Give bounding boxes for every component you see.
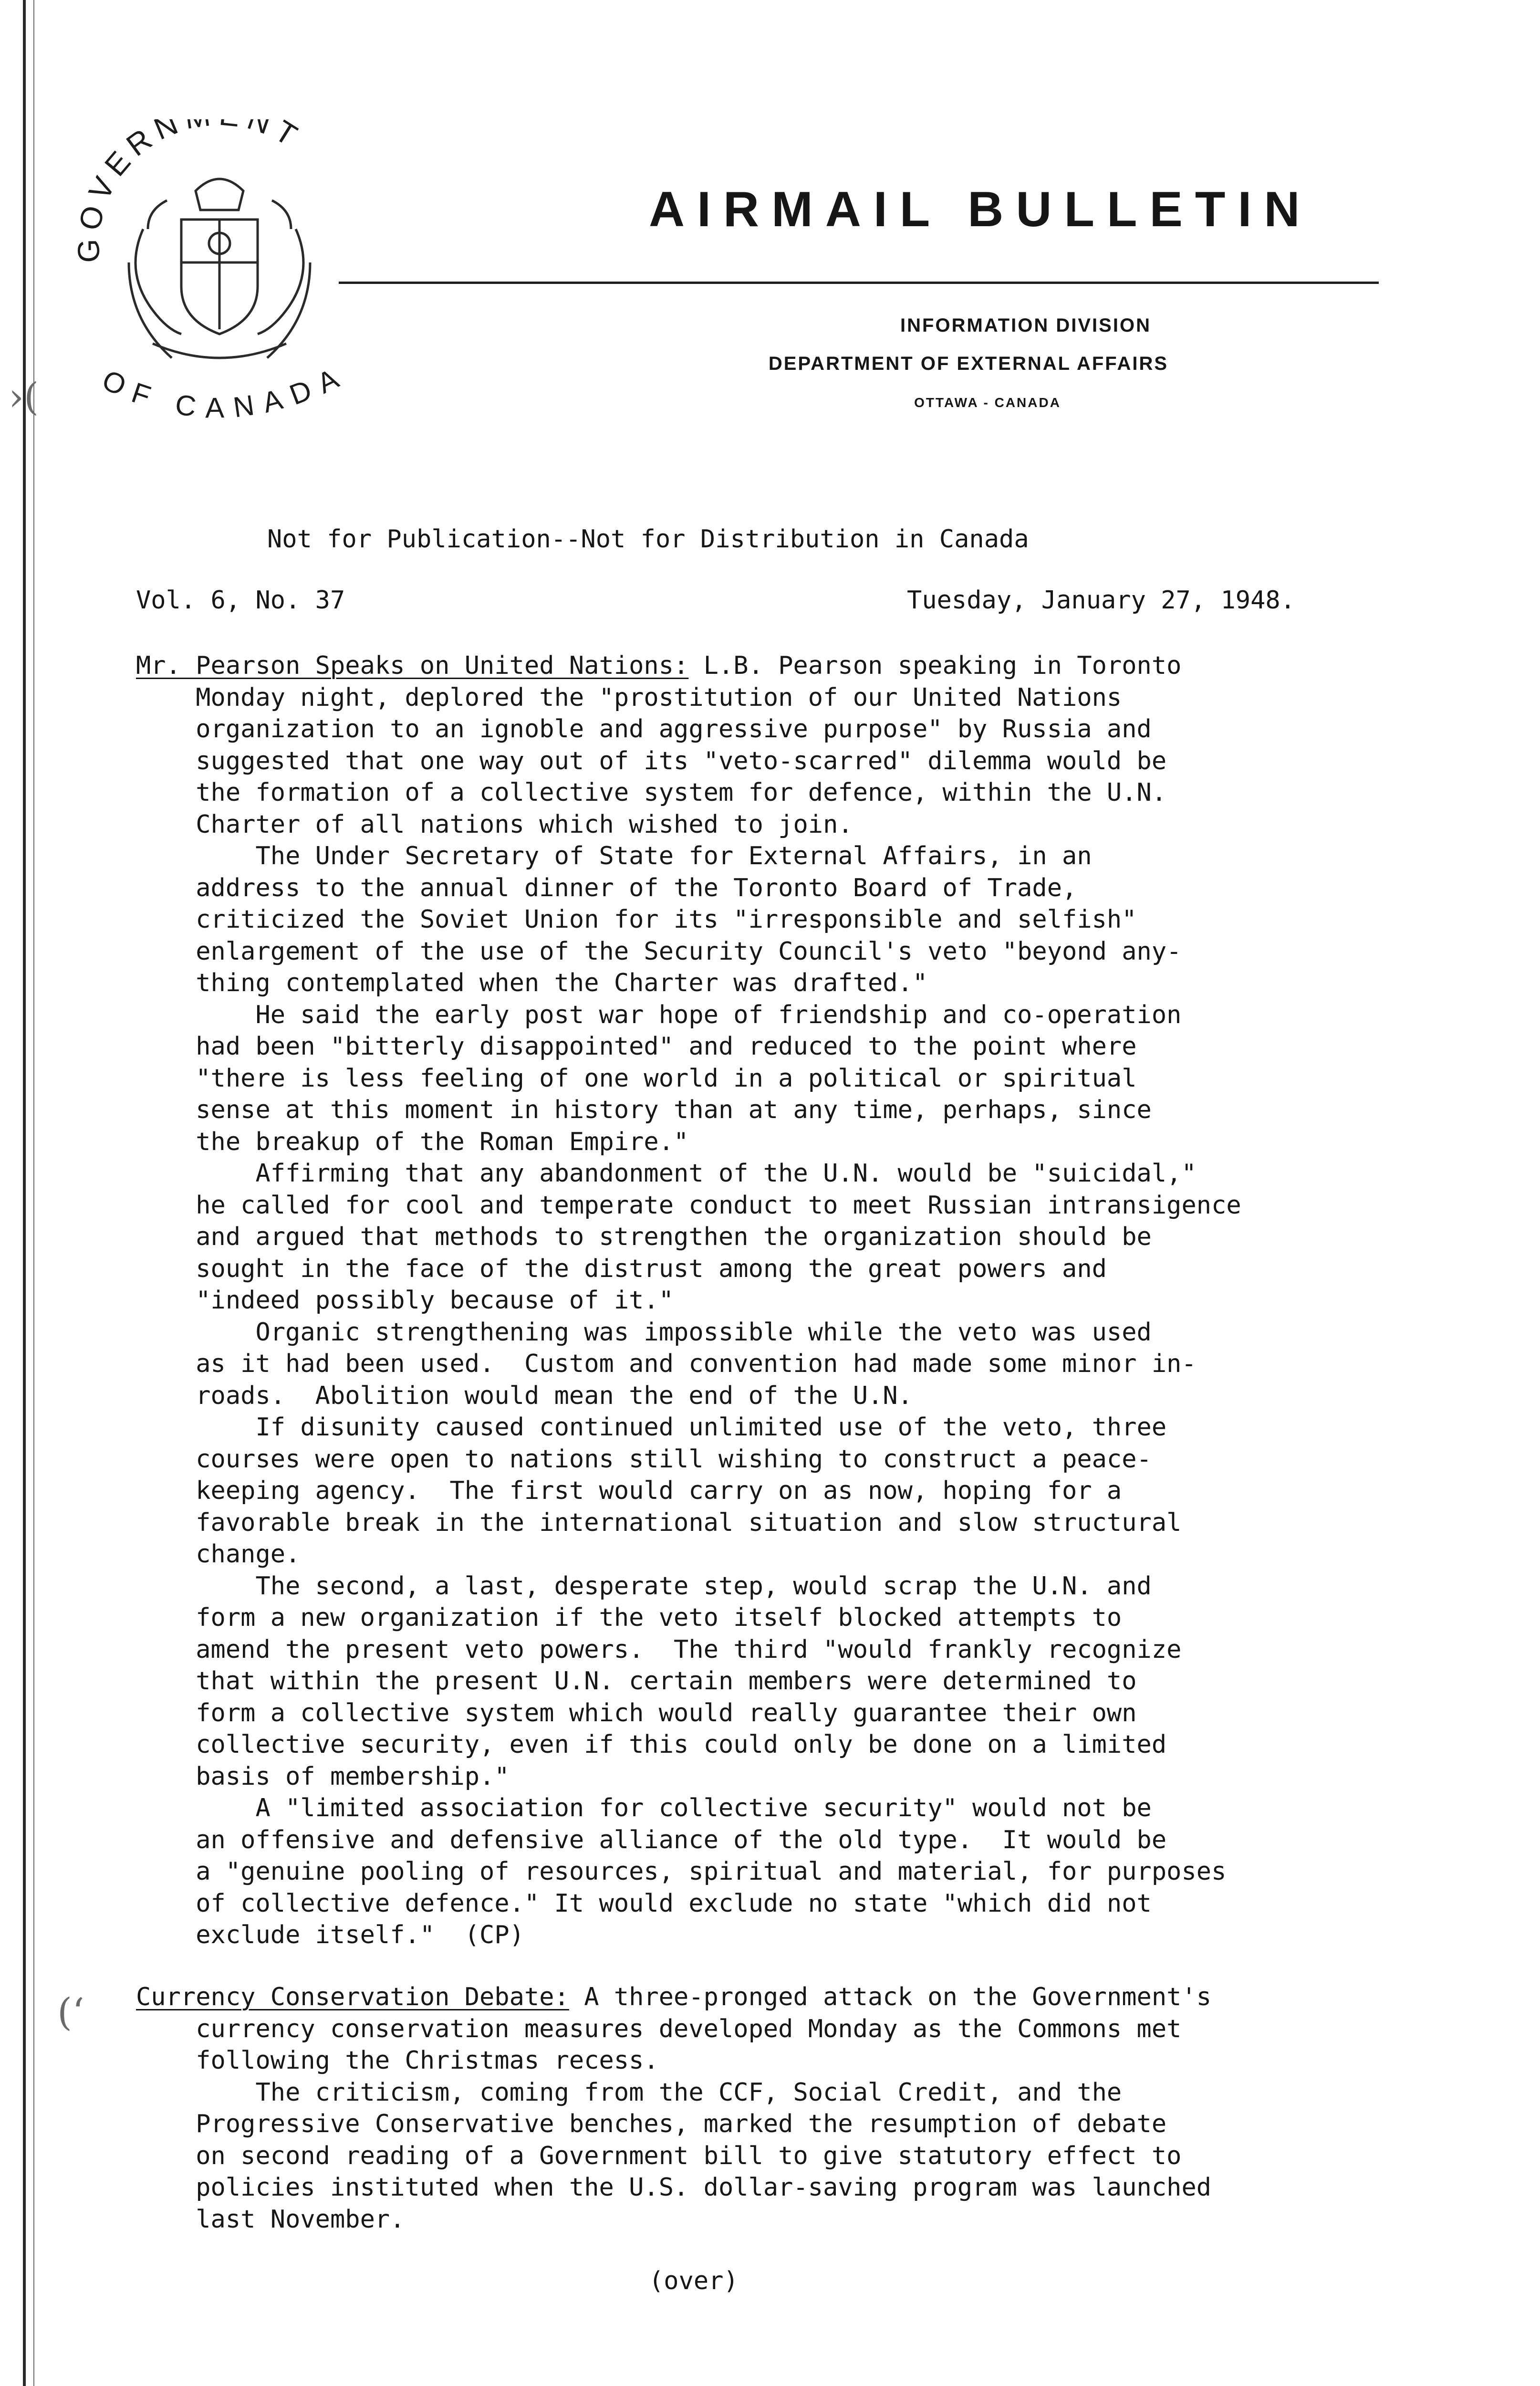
article-line: sought in the face of the distrust among the great powers and: [136, 1254, 1107, 1283]
division-name: INFORMATION DIVISION: [900, 315, 1151, 336]
article-line: roads. Abolition would mean the end of the U.N.: [136, 1381, 913, 1410]
seal-text-bottom: OF CANADA: [97, 357, 353, 424]
article-line: form a collective system which would really guarantee their own: [136, 1698, 1137, 1727]
article-line: suggested that one way out of its "veto-scarred" dilemma would be: [136, 746, 1167, 775]
article-line: currency conservation measures developed Monday as the Commons met: [136, 2014, 1182, 2043]
article-line: Charter of all nations which wished to join.: [136, 810, 853, 839]
svg-text:GOVERNMENT: [72, 119, 309, 263]
article-line: on second reading of a Government bill to give statutory effect to: [136, 2141, 1182, 2170]
article-line: amend the present veto powers. The third "would frankly recognize: [136, 1635, 1182, 1664]
article-line: The criticism, coming from the CCF, Social Credit, and the: [136, 2078, 1122, 2107]
article-line: following the Christmas recess.: [136, 2046, 659, 2075]
article-line: basis of membership.": [136, 1762, 510, 1791]
article-line: an offensive and defensive alliance of the old type. It would be: [136, 1825, 1167, 1854]
article-line: had been "bitterly disappointed" and reduced to the point where: [136, 1032, 1137, 1061]
article-line: of collective defence." It would exclude no state "which did not: [136, 1889, 1152, 1918]
article-line: "indeed possibly because of it.": [136, 1286, 674, 1315]
article-line: form a new organization if the veto itself blocked attempts to: [136, 1603, 1122, 1632]
article-line: as it had been used. Custom and convention had made some minor in-: [136, 1350, 1197, 1378]
article-line: the breakup of the Roman Empire.": [136, 1127, 689, 1156]
article-line: collective security, even if this could only be done on a limited: [136, 1730, 1167, 1759]
article-line: sense at this moment in history than at any time, perhaps, since: [136, 1096, 1152, 1124]
article-line: The second, a last, desperate step, would scrap the U.N. and: [136, 1571, 1152, 1601]
article-line: the formation of a collective system for defence, within the U.N.: [136, 778, 1167, 807]
volume-number: Vol. 6, No. 37: [136, 586, 345, 615]
article-line: and argued that methods to strengthen the organization should be: [136, 1223, 1152, 1251]
issue-line: [136, 586, 1295, 615]
article-line: courses were open to nations still wishing to construct a peace-: [136, 1444, 1152, 1474]
article-line: Progressive Conservative benches, marked the resumption of debate: [136, 2110, 1167, 2138]
article-line: Monday night, deplored the "prostitution of our United Nations: [136, 683, 1122, 712]
article-line: The Under Secretary of State for External Affairs, in an: [136, 842, 1092, 870]
issue-date: Tuesday, January 27, 1948.: [907, 586, 1295, 615]
article-line: thing contemplated when the Charter was drafted.": [136, 969, 928, 997]
article-lead: A three-pronged attack on the Government's: [569, 1983, 1212, 2011]
article-line: last November.: [136, 2205, 405, 2234]
article-pearson: [136, 650, 1241, 1951]
article-line: "there is less feeling of one world in a political or spiritual: [136, 1064, 1137, 1093]
article-line: Affirming that any abandonment of the U.N. would be "suicidal,": [136, 1159, 1197, 1188]
svg-text:OF CANADA: [97, 358, 353, 424]
bulletin-title: AIRMAIL BULLETIN: [649, 182, 1312, 237]
article-line: favorable break in the international situation and slow structural: [136, 1508, 1182, 1537]
article-line: exclude itself." (CP): [136, 1921, 524, 1949]
article-line: a "genuine pooling of resources, spiritual and material, for purposes: [136, 1857, 1227, 1886]
margin-mark: (‘: [57, 1990, 84, 2034]
article-line: address to the annual dinner of the Toronto Board of Trade,: [136, 873, 1077, 902]
article-line: organization to an ignoble and aggressive purpose" by Russia and: [136, 715, 1152, 743]
seal-text-top: GOVERN NT: [72, 119, 309, 263]
masthead-rule: [339, 282, 1379, 284]
article-heading: Mr. Pearson Speaks on United Nations:: [136, 651, 689, 680]
article-line: He said the early post war hope of friendship and co-operation: [136, 1000, 1182, 1029]
left-border-rule-inner: [33, 0, 34, 2386]
article-line: policies instituted when the U.S. dollar-saving program was launched: [136, 2173, 1212, 2202]
article-currency: [136, 1981, 1211, 2235]
left-border-rule: [23, 0, 26, 2386]
article-heading: Currency Conservation Debate:: [136, 1983, 569, 2011]
article-line: Organic strengthening was impossible while the veto was used: [136, 1318, 1152, 1347]
article-line: criticized the Soviet Union for its "irresponsible and selfish": [136, 905, 1137, 934]
page-continuation-note: (over): [649, 2267, 739, 2295]
article-lead: L.B. Pearson speaking in Toronto: [688, 651, 1182, 680]
distribution-notice: Not for Publication--Not for Distribution in Canada: [267, 525, 1029, 554]
margin-mark: ›(: [9, 375, 39, 419]
article-line: he called for cool and temperate conduct to meet Russian intransigence: [136, 1191, 1241, 1220]
article-line: If disunity caused continued unlimited use of the veto, three: [136, 1413, 1167, 1442]
article-line: enlargement of the use of the Security Council's veto "beyond any-: [136, 937, 1182, 966]
article-line: A "limited association for collective security" would not be: [136, 1794, 1152, 1822]
government-of-canada-seal: [72, 119, 367, 463]
article-line: change.: [136, 1540, 301, 1569]
location: OTTAWA - CANADA: [914, 395, 1061, 410]
article-line: that within the present U.N. certain members were determined to: [136, 1667, 1137, 1695]
article-line: keeping agency. The first would carry on as now, hoping for a: [136, 1476, 1122, 1505]
department-name: DEPARTMENT OF EXTERNAL AFFAIRS: [768, 353, 1169, 374]
